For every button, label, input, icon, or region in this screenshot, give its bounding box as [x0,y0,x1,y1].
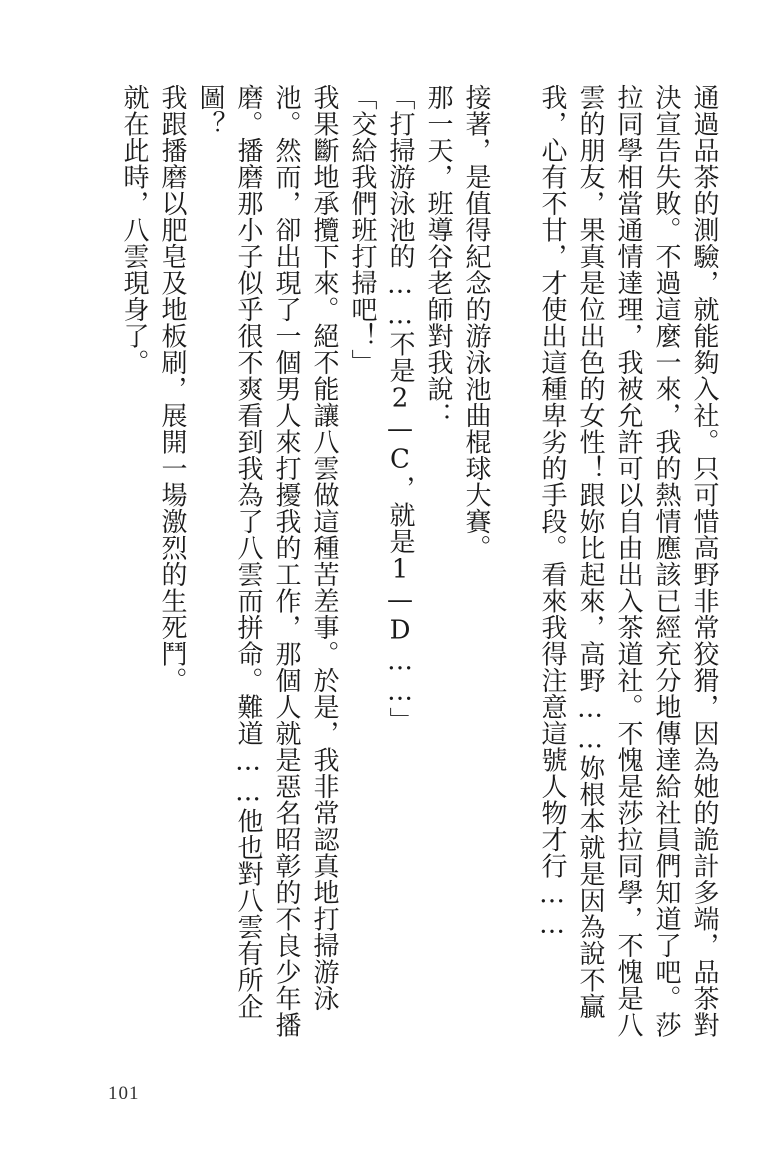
paragraph-8: 我跟播磨以肥皂及地板刷，展開一場激烈的生死鬥。 [157,84,187,694]
vertical-text-body [83,84,723,1044]
paragraph-3: 接著，是值得紀念的游泳池曲棍球大賽。 [461,84,491,561]
paragraph-1: 通過品茶的測驗，就能夠入社。只可惜高野非常狡猾，因為她的詭計多端，品茶對決宣告失敗。不過這麼一來，我的熱情應該已經充分地傳達給社員們知道了吧。莎拉同學相當通情達理，我被允許可以自由出入茶道社。不愧是莎拉同學，不愧是八雲的朋友，果真是位出色的女性！跟妳比起來，高野……妳根本就是因為說不贏我，心有不甘，才使出這種卑劣的手段。看來我得注意這號人物才行…… [537,84,719,1038]
paragraph-5: 「打掃游泳池的……不是2—C，就是1—D……」 [385,84,415,734]
paragraph-spacer [495,84,533,1044]
paragraph-6: 「交給我們班打掃吧！」 [347,84,377,376]
paragraph-4: 那一天，班導谷老師對我說： [423,84,453,429]
paragraph-9: 就在此時，八雲現身了。 [119,84,149,376]
paragraph-7: 我果斷地承攬下來。絕不能讓八雲做這種苦差事。於是，我非常認真地打掃游泳池。然而，卻出現了一個男人來打擾我的工作，那個人就是惡名昭彰的不良少年播磨。播磨那小子似乎很不爽看到我為了八雲而拼命。難道……他也對八雲有所企圖？ [195,84,339,1038]
page-number: 101 [108,1083,140,1104]
